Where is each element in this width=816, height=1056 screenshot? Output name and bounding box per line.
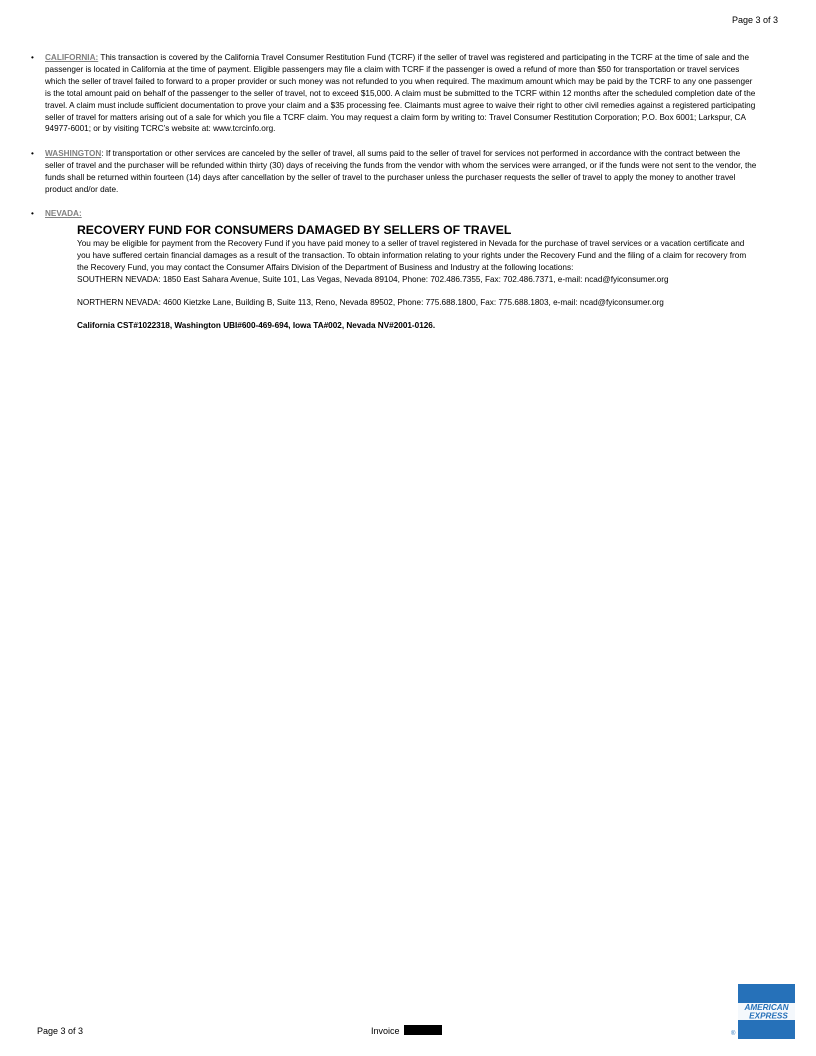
nevada-northern-address: NORTHERN NEVADA: 4600 Kietzke Lane, Building B, Suite 113, Reno, Nevada 89502, Phone: 775.688.1800, Fax: 775.688.1803, e-mail: ncad@fyiconsumer.org <box>77 297 664 307</box>
disclosures-content <box>30 52 758 345</box>
nevada-paragraph: You may be eligible for payment from the Recovery Fund if you have paid money to a seller of travel registered in Nevada for the purchase of travel services or a vacation certificate and you have suffered certain financial damages as a result of the transaction. To obtain information relating to your rights under the Recovery Fund and the filing of a claim for recovery from the Recovery Fund, you may contact the Consumer Affairs Division of the Department of Business and Industry at the following locations: <box>77 238 747 272</box>
invoice-number-redacted <box>404 1025 442 1035</box>
california-disclosure <box>30 52 758 135</box>
footer-invoice <box>371 1025 442 1036</box>
california-label[interactable]: CALIFORNIA: <box>45 53 99 62</box>
washington-label[interactable]: WASHINGTON <box>45 148 102 158</box>
logo-line1: AMERICAN <box>744 1003 789 1012</box>
california-text: This transaction is covered by the California Travel Consumer Restitution Fund (TCRF) if the seller of travel was registered and participating in the TCRF at the time of sale and the passenger is located in California at the time of payment. Eligible passengers may file a claim with TCRF if the passenger is owed a refund of more than $50 for transportation or travel services which the seller of travel failed to forward to a proper provider or such money was not refunded to you when required. The maximum amount which may be paid by the TCRF to any one passenger is the total amount paid on behalf of the passenger to the seller of travel, not to exceed $15,000. A claim must be submitted to the TCRF within 12 months after the scheduled completion date of the travel. A claim must include sufficient documentation to prove your claim and a $35 processing fee. Claimants must agree to waive their right to other civil remedies against a registered participating seller of travel for matters arising out of a sale for which you file a TCRF claim. You may request a claim form by writing to: Travel Consumer Restitution Corporation; P.O. Box 6001; Larkspur, CA 94977-6001; or by visiting TCRC’s website at: www.tcrcinfo.org. <box>45 53 756 134</box>
washington-disclosure <box>30 148 758 196</box>
nevada-southern-address: SOUTHERN NEVADA: 1850 East Sahara Avenue, Suite 101, Las Vegas, Nevada 89104, Phone: 702.486.7355, Fax: 702.486.7371, e-mail: ncad@fyiconsumer.org <box>77 274 669 284</box>
bullet: • <box>31 53 34 62</box>
washington-text: : If transportation or other services are canceled by the seller of travel, all sums paid to the seller of travel for services not performed in accordance with the contract between the seller of travel and the purchaser will be refunded within thirty (30) days of receiving the funds from the vendor with whom the services were arranged, or if the funds were not sent to the vendor, the funds shall be returned within fourteen (14) days after cancellation by the seller of travel to the purchaser unless the purchaser requests the seller of travel to apply the money to another travel product and/or date. <box>45 148 757 194</box>
header-page-number: Page 3 of 3 <box>731 15 778 25</box>
registered-mark: ® <box>731 1031 736 1037</box>
invoice-label: Invoice <box>371 1026 400 1036</box>
nevada-heading: RECOVERY FUND FOR CONSUMERS DAMAGED BY SELLERS OF TRAVEL <box>77 222 512 237</box>
license-numbers: California CST#1022318, Washington UBI#600-469-694, Iowa TA#002, Nevada NV#2001-0126. <box>77 321 436 331</box>
bullet: • <box>31 148 34 158</box>
footer-page-number: Page 3 of 3 <box>37 1026 84 1036</box>
bullet: • <box>31 208 34 218</box>
logo-line2: EXPRESS <box>749 1011 788 1021</box>
american-express-logo <box>738 984 795 1039</box>
nevada-label[interactable]: NEVADA: <box>45 208 82 218</box>
american-express-logo-graphic <box>738 984 795 1039</box>
nevada-disclosure <box>30 208 758 332</box>
nevada-section <box>77 223 758 332</box>
